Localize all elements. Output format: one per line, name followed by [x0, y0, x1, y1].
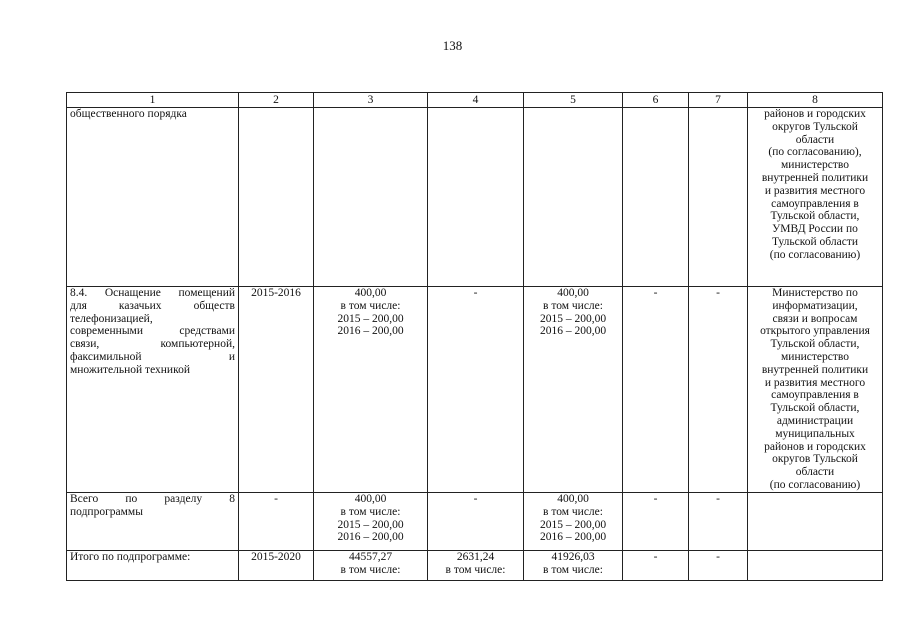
- regional-funding-cell: [524, 493, 623, 551]
- federal-funding-cell: [428, 287, 524, 493]
- header-col-5: 5: [524, 93, 623, 108]
- cell-line: 44557,27: [348, 551, 393, 563]
- cell-line: Тульской области,: [770, 338, 860, 351]
- total-funding-cell: [314, 493, 428, 551]
- municipal-funding-cell: [623, 493, 689, 551]
- cell-line: (по согласованию): [769, 248, 861, 261]
- cell-line: -: [716, 551, 720, 563]
- cell-line: в том числе:: [543, 505, 603, 518]
- federal-funding-cell: [428, 108, 524, 287]
- cell-line: Тульской области,: [770, 402, 860, 415]
- cell-line: 2015 – 200,00: [337, 312, 404, 325]
- cell-line: внутренней политики: [761, 363, 869, 376]
- cell-line: множительной техникой: [70, 363, 190, 376]
- measure-name-cell: [67, 287, 239, 493]
- cell-line: муниципальных: [775, 427, 855, 440]
- total-funding-cell: [314, 551, 428, 581]
- cell-line: подпрограммы: [70, 505, 143, 518]
- cell-line: связи, компьютерной,: [70, 338, 235, 351]
- cell-line: 2016 – 200,00: [539, 325, 607, 338]
- cell-line: информатизации,: [772, 299, 858, 312]
- cell-line: районов и городских: [764, 108, 866, 120]
- cell-line: и развития местного: [764, 376, 866, 389]
- other-funding-cell: [689, 493, 748, 551]
- cell-line: 2016 – 200,00: [539, 531, 607, 544]
- table-row-8-4: [67, 287, 883, 493]
- cell-line: -: [653, 287, 658, 299]
- executor-cell: [748, 108, 883, 287]
- cell-line: (по согласованию): [769, 478, 861, 491]
- header-col-6: 6: [623, 93, 689, 108]
- cell-line: внутренней политики: [761, 171, 869, 184]
- cell-line: -: [716, 287, 720, 299]
- measure-name-cell: [67, 493, 239, 551]
- cell-line: округов Тульской: [772, 120, 858, 133]
- cell-line: Тульской области,: [770, 210, 860, 223]
- total-funding-cell: [314, 287, 428, 493]
- cell-line: 2016 – 200,00: [337, 531, 404, 544]
- federal-funding-cell: [428, 493, 524, 551]
- cell-line: 2015 – 200,00: [337, 518, 404, 531]
- header-col-3: 3: [314, 93, 428, 108]
- period-cell: [239, 108, 314, 287]
- header-col-7: 7: [689, 93, 748, 108]
- cell-line: общественного порядка: [70, 108, 187, 120]
- cell-line: области: [795, 466, 835, 479]
- municipal-funding-cell: [623, 287, 689, 493]
- cell-line: 41926,03: [551, 551, 595, 563]
- cell-line: в том числе:: [543, 563, 603, 576]
- header-col-1: 1: [67, 93, 239, 108]
- cell-line: 2015 – 200,00: [539, 518, 607, 531]
- cell-line: Всего по разделу 8: [70, 493, 235, 505]
- cell-line: 2015 – 200,00: [539, 312, 607, 325]
- federal-funding-cell: [428, 551, 524, 581]
- cell-line: -: [473, 493, 478, 505]
- cell-line: самоуправления в: [771, 197, 859, 210]
- other-funding-cell: [689, 108, 748, 287]
- cell-line: телефонизацией,: [70, 312, 153, 325]
- cell-line: Министерство по: [772, 287, 858, 299]
- table-row-section-total: [67, 493, 883, 551]
- cell-line: 2016 – 200,00: [337, 325, 404, 338]
- measure-name-cell: [67, 551, 239, 581]
- executor-cell: [748, 287, 883, 493]
- page-number: 138: [442, 38, 463, 53]
- cell-line: УМВД России по: [772, 223, 858, 236]
- cell-line: в том числе:: [340, 299, 401, 312]
- cell-line: современными средствами: [70, 325, 235, 338]
- cell-line: (по согласованию),: [768, 146, 862, 159]
- other-funding-cell: [689, 287, 748, 493]
- cell-line: администрации: [776, 414, 854, 427]
- cell-line: области: [795, 133, 835, 146]
- cell-line: -: [716, 493, 720, 505]
- cell-line: -: [473, 287, 478, 299]
- period-cell: [239, 287, 314, 493]
- cell-line: для казачьих обществ: [70, 299, 235, 312]
- cell-line: районов и городских: [764, 440, 866, 453]
- executor-cell: [748, 493, 883, 551]
- header-col-8: 8: [748, 93, 883, 108]
- period-cell: [239, 493, 314, 551]
- cell-line: Тульской области: [771, 235, 858, 248]
- cell-line: в том числе:: [445, 563, 506, 576]
- cell-line: 8.4. Оснащение помещений: [70, 287, 235, 299]
- header-row: [67, 93, 883, 108]
- cell-line: самоуправления в: [771, 389, 859, 402]
- measure-name-cell: [67, 108, 239, 287]
- cell-line: 400,00: [354, 493, 387, 505]
- table-row-subprogram-total: [67, 551, 883, 581]
- cell-line: -: [653, 493, 658, 505]
- municipal-funding-cell: [623, 108, 689, 287]
- cell-line: 400,00: [557, 493, 589, 505]
- regional-funding-cell: [524, 287, 623, 493]
- municipal-funding-cell: [623, 551, 689, 581]
- cell-line: министерство: [781, 350, 849, 363]
- cell-line: в том числе:: [340, 563, 401, 576]
- cell-line: -: [653, 551, 658, 563]
- cell-line: и развития местного: [764, 184, 866, 197]
- cell-line: открытого управления: [760, 325, 870, 338]
- cell-line: 2631,24: [456, 551, 495, 563]
- table-row-continuation: [67, 108, 883, 287]
- cell-line: 400,00: [557, 287, 589, 299]
- cell-line: 2015-2016: [251, 287, 301, 299]
- header-col-4: 4: [428, 93, 524, 108]
- cell-line: в том числе:: [340, 505, 401, 518]
- period-cell: [239, 551, 314, 581]
- executor-cell: [748, 551, 883, 581]
- regional-funding-cell: [524, 108, 623, 287]
- other-funding-cell: [689, 551, 748, 581]
- cell-line: Итого по подпрограмме:: [70, 551, 191, 563]
- total-funding-cell: [314, 108, 428, 287]
- cell-line: 400,00: [354, 287, 387, 299]
- cell-line: связи и вопросам: [772, 312, 858, 325]
- header-col-2: 2: [239, 93, 314, 108]
- regional-funding-cell: [524, 551, 623, 581]
- cell-line: округов Тульской: [772, 453, 858, 466]
- cell-line: в том числе:: [543, 299, 603, 312]
- cell-line: -: [274, 493, 278, 505]
- cell-line: 2015-2020: [251, 551, 301, 563]
- cell-line: министерство: [781, 159, 849, 172]
- cell-line: факсимильной и: [70, 350, 235, 363]
- subprogram-table: [66, 92, 883, 581]
